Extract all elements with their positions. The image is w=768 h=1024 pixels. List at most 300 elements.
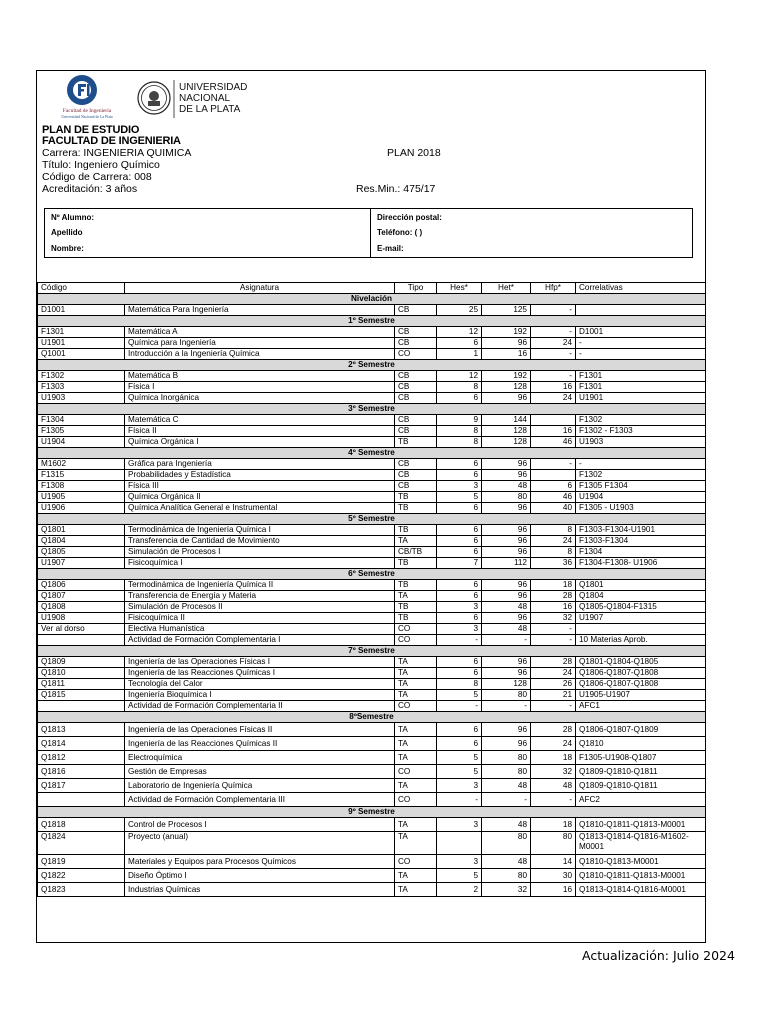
- cell-hfp: -: [531, 371, 576, 382]
- cell-hfp: 8: [531, 525, 576, 536]
- semester-label: 8ºSemestre: [38, 712, 706, 723]
- cell-hes: 6: [437, 459, 482, 470]
- cell-type: TA: [395, 591, 437, 602]
- cell-het: 112: [482, 558, 531, 569]
- cell-hfp: 24: [531, 536, 576, 547]
- cell-correlatives: Q1809-Q1810-Q1811: [576, 779, 706, 793]
- table-row: [38, 679, 706, 690]
- logos: [44, 72, 304, 124]
- cell-het: 80: [482, 869, 531, 883]
- cell-code: D1001: [38, 305, 125, 316]
- nombre-field[interactable]: Nombre:: [51, 244, 84, 254]
- semester-header-row: [38, 360, 706, 371]
- cell-subject: Materiales y Equipos para Procesos Químicos: [125, 855, 395, 869]
- cell-hes: 6: [437, 338, 482, 349]
- cell-code: Q1823: [38, 883, 125, 897]
- table-row: [38, 635, 706, 646]
- cell-correlatives: F1302: [576, 470, 706, 481]
- cell-code: Q1809: [38, 657, 125, 668]
- cell-code: Q1819: [38, 855, 125, 869]
- cell-het: 96: [482, 613, 531, 624]
- cell-code: Q1001: [38, 349, 125, 360]
- table-row: [38, 415, 706, 426]
- cell-code: F1302: [38, 371, 125, 382]
- cell-het: 144: [482, 415, 531, 426]
- titulo-label: Título: Ingeniero Químico: [42, 159, 160, 171]
- cell-type: CB: [395, 382, 437, 393]
- semester-label: 3º Semestre: [38, 404, 706, 415]
- table-row: [38, 338, 706, 349]
- cell-het: 48: [482, 779, 531, 793]
- cell-code: Q1804: [38, 536, 125, 547]
- semester-label: 5º Semestre: [38, 514, 706, 525]
- cell-hes: 6: [437, 393, 482, 404]
- cell-type: CO: [395, 855, 437, 869]
- cell-subject: Electiva Humanística: [125, 624, 395, 635]
- cell-hfp: [531, 415, 576, 426]
- cell-type: TA: [395, 779, 437, 793]
- cell-code: Q1805: [38, 547, 125, 558]
- cell-correlatives: Q1810-Q1813-M0001: [576, 855, 706, 869]
- cell-type: TB: [395, 613, 437, 624]
- cell-het: 48: [482, 624, 531, 635]
- unlp-logo-line3: DE LA PLATA: [179, 104, 241, 115]
- cell-het: 96: [482, 668, 531, 679]
- cell-correlatives: Q1810-Q1811-Q1813-M0001: [576, 869, 706, 883]
- cell-code: Q1807: [38, 591, 125, 602]
- semester-header-row: [38, 514, 706, 525]
- cell-het: 96: [482, 657, 531, 668]
- student-info-form: [44, 208, 693, 258]
- cell-correlatives: Q1813-Q1814-Q1816-M1602-M0001: [576, 832, 706, 855]
- cell-hes: 6: [437, 591, 482, 602]
- cell-correlatives: 10 Materias Aprob.: [576, 635, 706, 646]
- table-row: [38, 855, 706, 869]
- cell-subject: Fisicoquímica II: [125, 613, 395, 624]
- cell-code: Q1817: [38, 779, 125, 793]
- cell-hes: -: [437, 793, 482, 807]
- cell-code: U1905: [38, 492, 125, 503]
- table-row: [38, 883, 706, 897]
- cell-hfp: 8: [531, 547, 576, 558]
- cell-hes: 6: [437, 536, 482, 547]
- update-date: Actualización: Julio 2024: [582, 948, 735, 963]
- semester-label: 7º Semestre: [38, 646, 706, 657]
- table-row: [38, 459, 706, 470]
- cell-het: 48: [482, 481, 531, 492]
- cell-hfp: [531, 470, 576, 481]
- cell-subject: Química Inorgánica: [125, 393, 395, 404]
- cell-hfp: 32: [531, 613, 576, 624]
- cell-type: CO: [395, 793, 437, 807]
- table-row: [38, 481, 706, 492]
- cell-type: CO: [395, 765, 437, 779]
- cell-hes: 3: [437, 818, 482, 832]
- semester-header-row: [38, 448, 706, 459]
- cell-type: TA: [395, 690, 437, 701]
- cell-code: U1903: [38, 393, 125, 404]
- cell-correlatives: -: [576, 459, 706, 470]
- cell-code: Q1801: [38, 525, 125, 536]
- cell-hes: 12: [437, 371, 482, 382]
- cell-type: TA: [395, 869, 437, 883]
- fi-logo-line2: Universidad Nacional de La Plata: [61, 115, 113, 119]
- cell-correlatives: F1304-F1308- U1906: [576, 558, 706, 569]
- cell-code: Q1815: [38, 690, 125, 701]
- cell-hfp: 16: [531, 602, 576, 613]
- cell-subject: Física III: [125, 481, 395, 492]
- table-row: [38, 492, 706, 503]
- cell-correlatives: F1305 F1304: [576, 481, 706, 492]
- cell-correlatives: F1304: [576, 547, 706, 558]
- cell-type: CB: [395, 305, 437, 316]
- cell-code: Q1811: [38, 679, 125, 690]
- column-header-het: Het*: [482, 283, 531, 294]
- column-header-correlatives: Correlativas: [576, 283, 706, 294]
- cell-hfp: 28: [531, 591, 576, 602]
- cell-type: TA: [395, 737, 437, 751]
- cell-het: 96: [482, 338, 531, 349]
- cell-correlatives: Q1806-Q1807-Q1808: [576, 679, 706, 690]
- cell-code: M1602: [38, 459, 125, 470]
- cell-subject: Matemática B: [125, 371, 395, 382]
- table-row: [38, 737, 706, 751]
- cell-correlatives: Q1801: [576, 580, 706, 591]
- cell-correlatives: [576, 305, 706, 316]
- cell-hes: 5: [437, 765, 482, 779]
- cell-subject: Termodinámica de Ingeniería Química I: [125, 525, 395, 536]
- cell-type: TB: [395, 525, 437, 536]
- cell-het: 125: [482, 305, 531, 316]
- cell-code: F1308: [38, 481, 125, 492]
- cell-type: CO: [395, 624, 437, 635]
- acreditacion-label: Acreditación: 3 años: [42, 183, 138, 195]
- cell-hfp: 21: [531, 690, 576, 701]
- cell-subject: Ingeniería de las Operaciones Físicas II: [125, 723, 395, 737]
- cell-subject: Transferencia de Cantidad de Movimiento: [125, 536, 395, 547]
- cell-code: Q1816: [38, 765, 125, 779]
- cell-hfp: 24: [531, 338, 576, 349]
- cell-subject: Física II: [125, 426, 395, 437]
- cell-het: 128: [482, 426, 531, 437]
- cell-hfp: 36: [531, 558, 576, 569]
- cell-correlatives: Q1801-Q1804-Q1805: [576, 657, 706, 668]
- table-row: [38, 765, 706, 779]
- cell-hfp: 46: [531, 492, 576, 503]
- table-row: [38, 602, 706, 613]
- cell-hes: 6: [437, 668, 482, 679]
- cell-correlatives: AFC1: [576, 701, 706, 712]
- cell-code: [38, 793, 125, 807]
- cell-hfp: 16: [531, 426, 576, 437]
- cell-het: 80: [482, 492, 531, 503]
- cell-hes: 8: [437, 382, 482, 393]
- fi-logo: [44, 72, 130, 122]
- table-header-row: [38, 283, 706, 294]
- cell-type: CO: [395, 349, 437, 360]
- cell-code: Q1810: [38, 668, 125, 679]
- cell-correlatives: F1301: [576, 371, 706, 382]
- table-row: [38, 624, 706, 635]
- cell-hfp: 46: [531, 437, 576, 448]
- cell-subject: Simulación de Procesos I: [125, 547, 395, 558]
- table-row: [38, 349, 706, 360]
- cell-type: TA: [395, 536, 437, 547]
- cell-subject: Termodinámica de Ingeniería Química II: [125, 580, 395, 591]
- cell-type: CB: [395, 371, 437, 382]
- cell-code: F1303: [38, 382, 125, 393]
- cell-het: 96: [482, 536, 531, 547]
- semester-header-row: [38, 316, 706, 327]
- cell-type: TA: [395, 751, 437, 765]
- cell-subject: Gráfica para Ingeniería: [125, 459, 395, 470]
- cell-hfp: 24: [531, 737, 576, 751]
- cell-correlatives: AFC2: [576, 793, 706, 807]
- cell-correlatives: F1302: [576, 415, 706, 426]
- cell-het: 96: [482, 723, 531, 737]
- cell-code: Q1806: [38, 580, 125, 591]
- table-row: [38, 723, 706, 737]
- cell-hes: 6: [437, 470, 482, 481]
- cell-het: 128: [482, 382, 531, 393]
- cell-code: U1904: [38, 437, 125, 448]
- cell-type: CB: [395, 393, 437, 404]
- apellido-field[interactable]: Apellido: [51, 228, 83, 238]
- cell-het: 80: [482, 832, 531, 855]
- cell-type: TB: [395, 437, 437, 448]
- cell-code: Q1808: [38, 602, 125, 613]
- cell-correlatives: F1305-U1908-Q1807: [576, 751, 706, 765]
- cell-subject: Control de Procesos I: [125, 818, 395, 832]
- cell-code: U1908: [38, 613, 125, 624]
- cell-code: Q1813: [38, 723, 125, 737]
- cell-hfp: 24: [531, 668, 576, 679]
- cell-het: 96: [482, 737, 531, 751]
- cell-code: U1901: [38, 338, 125, 349]
- cell-het: 96: [482, 470, 531, 481]
- alumno-field[interactable]: Nº Alumno:: [51, 212, 95, 222]
- table-row: [38, 690, 706, 701]
- cell-code: Q1822: [38, 869, 125, 883]
- cell-het: 48: [482, 818, 531, 832]
- cell-hfp: -: [531, 349, 576, 360]
- cell-hfp: 16: [531, 883, 576, 897]
- cell-hfp: 18: [531, 818, 576, 832]
- cell-hfp: -: [531, 624, 576, 635]
- table-row: [38, 470, 706, 481]
- cell-correlatives: Q1806-Q1807-Q1809: [576, 723, 706, 737]
- cell-hes: 6: [437, 613, 482, 624]
- cell-hes: 3: [437, 779, 482, 793]
- cell-hfp: 24: [531, 393, 576, 404]
- cell-hes: 5: [437, 869, 482, 883]
- semester-label: 1º Semestre: [38, 316, 706, 327]
- cell-code: Q1812: [38, 751, 125, 765]
- resmin-label: Res.Min.: 475/17: [356, 183, 436, 195]
- cell-hfp: -: [531, 701, 576, 712]
- cell-hfp: 80: [531, 832, 576, 855]
- cell-correlatives: Q1805-Q1804-F1315: [576, 602, 706, 613]
- cell-subject: Tecnología del Calor: [125, 679, 395, 690]
- cell-het: 80: [482, 690, 531, 701]
- fi-logo-line1: Facultad de Ingeniería: [62, 108, 112, 114]
- cell-correlatives: U1905-U1907: [576, 690, 706, 701]
- cell-hes: 3: [437, 602, 482, 613]
- table-row: [38, 869, 706, 883]
- cell-code: F1315: [38, 470, 125, 481]
- cell-het: 96: [482, 547, 531, 558]
- cell-type: TA: [395, 723, 437, 737]
- cell-type: CB: [395, 415, 437, 426]
- cell-hfp: 40: [531, 503, 576, 514]
- cell-het: 96: [482, 503, 531, 514]
- cell-hfp: 28: [531, 657, 576, 668]
- column-header-hes: Hes*: [437, 283, 482, 294]
- direccion-field[interactable]: Dirección postal:: [371, 209, 693, 226]
- table-row: [38, 779, 706, 793]
- cell-type: CO: [395, 635, 437, 646]
- cell-hes: 6: [437, 580, 482, 591]
- cell-subject: Actividad de Formación Complementaria III: [125, 793, 395, 807]
- table-row: [38, 558, 706, 569]
- cell-type: TA: [395, 679, 437, 690]
- cell-subject: Química Analítica General e Instrumental: [125, 503, 395, 514]
- telefono-field[interactable]: Teléfono: ( ): [371, 225, 693, 241]
- cell-subject: Ingeniería de las Operaciones Físicas I: [125, 657, 395, 668]
- cell-subject: Proyecto (anual): [125, 832, 395, 855]
- cell-hfp: 28: [531, 723, 576, 737]
- table-row: [38, 613, 706, 624]
- cell-hes: [437, 832, 482, 855]
- cell-het: 128: [482, 437, 531, 448]
- table-row: [38, 591, 706, 602]
- cell-het: 32: [482, 883, 531, 897]
- cell-subject: Ingeniería Bioquímica I: [125, 690, 395, 701]
- cell-het: 80: [482, 765, 531, 779]
- cell-code: [38, 701, 125, 712]
- cell-subject: Matemática C: [125, 415, 395, 426]
- cell-code: U1907: [38, 558, 125, 569]
- cell-code: [38, 635, 125, 646]
- cell-correlatives: F1301: [576, 382, 706, 393]
- table-row: [38, 657, 706, 668]
- cell-hes: 6: [437, 723, 482, 737]
- cell-subject: Introducción a la Ingeniería Química: [125, 349, 395, 360]
- cell-subject: Química Orgánica I: [125, 437, 395, 448]
- unlp-logo-line1: UNIVERSIDAD: [179, 82, 248, 93]
- cell-subject: Química Orgánica II: [125, 492, 395, 503]
- table-row: [38, 547, 706, 558]
- cell-code: F1304: [38, 415, 125, 426]
- semester-header-row: [38, 807, 706, 818]
- cell-hfp: 14: [531, 855, 576, 869]
- semester-label: 4º Semestre: [38, 448, 706, 459]
- cell-type: CB: [395, 470, 437, 481]
- cell-code: F1305: [38, 426, 125, 437]
- cell-type: CB/TB: [395, 547, 437, 558]
- cell-correlatives: F1305 - U1903: [576, 503, 706, 514]
- cell-subject: Actividad de Formación Complementaria II: [125, 701, 395, 712]
- cell-het: 48: [482, 602, 531, 613]
- cell-correlatives: Q1806-Q1807-Q1808: [576, 668, 706, 679]
- codigo-label: Código de Carrera: 008: [42, 171, 152, 183]
- table-row: [38, 668, 706, 679]
- table-row: [38, 832, 706, 855]
- cell-type: TB: [395, 558, 437, 569]
- cell-correlatives: U1903: [576, 437, 706, 448]
- cell-hfp: -: [531, 327, 576, 338]
- cell-correlatives: -: [576, 338, 706, 349]
- table-row: [38, 580, 706, 591]
- cell-hfp: 26: [531, 679, 576, 690]
- cell-het: -: [482, 635, 531, 646]
- cell-correlatives: Q1810: [576, 737, 706, 751]
- cell-hes: -: [437, 701, 482, 712]
- carrera-label: Carrera: INGENIERIA QUIMICA: [42, 147, 192, 159]
- table-row: [38, 327, 706, 338]
- cell-type: TB: [395, 492, 437, 503]
- cell-het: 96: [482, 525, 531, 536]
- cell-subject: Transferencia de Energía y Materia: [125, 591, 395, 602]
- cell-type: TA: [395, 883, 437, 897]
- cell-subject: Fisicoquímica I: [125, 558, 395, 569]
- table-row: [38, 305, 706, 316]
- cell-subject: Probabilidades y Estadística: [125, 470, 395, 481]
- cell-subject: Física I: [125, 382, 395, 393]
- cell-correlatives: Q1809-Q1810-Q1811: [576, 765, 706, 779]
- cell-type: CB: [395, 327, 437, 338]
- unlp-logo: [136, 72, 301, 124]
- cell-hes: 8: [437, 437, 482, 448]
- table-row: [38, 536, 706, 547]
- cell-subject: Química para Ingeniería: [125, 338, 395, 349]
- cell-subject: Matemática A: [125, 327, 395, 338]
- cell-het: 96: [482, 580, 531, 591]
- semester-label: Nivelación: [38, 294, 706, 305]
- cell-code: Q1818: [38, 818, 125, 832]
- cell-hes: 6: [437, 657, 482, 668]
- cell-correlatives: F1303-F1304-U1901: [576, 525, 706, 536]
- cell-type: TA: [395, 818, 437, 832]
- cell-hes: 25: [437, 305, 482, 316]
- cell-type: CB: [395, 481, 437, 492]
- cell-hfp: 18: [531, 751, 576, 765]
- semester-header-row: [38, 404, 706, 415]
- cell-het: 96: [482, 591, 531, 602]
- cell-hfp: 6: [531, 481, 576, 492]
- cell-subject: Ingeniería de las Reacciones Químicas I: [125, 668, 395, 679]
- cell-type: TA: [395, 668, 437, 679]
- cell-subject: Gestión de Empresas: [125, 765, 395, 779]
- cell-hfp: 32: [531, 765, 576, 779]
- email-field[interactable]: E-mail:: [371, 241, 693, 258]
- cell-subject: Industrias Químicas: [125, 883, 395, 897]
- cell-type: TB: [395, 602, 437, 613]
- cell-hes: 5: [437, 751, 482, 765]
- faculty-title: FACULTAD DE INGENIERIA: [42, 135, 181, 147]
- table-row: [38, 751, 706, 765]
- cell-correlatives: F1303-F1304: [576, 536, 706, 547]
- cell-hfp: -: [531, 459, 576, 470]
- cell-het: 80: [482, 751, 531, 765]
- cell-het: 128: [482, 679, 531, 690]
- cell-code: U1906: [38, 503, 125, 514]
- cell-hes: 8: [437, 679, 482, 690]
- semester-label: 6º Semestre: [38, 569, 706, 580]
- cell-hes: 6: [437, 503, 482, 514]
- semester-header-row: [38, 646, 706, 657]
- semester-label: 9º Semestre: [38, 807, 706, 818]
